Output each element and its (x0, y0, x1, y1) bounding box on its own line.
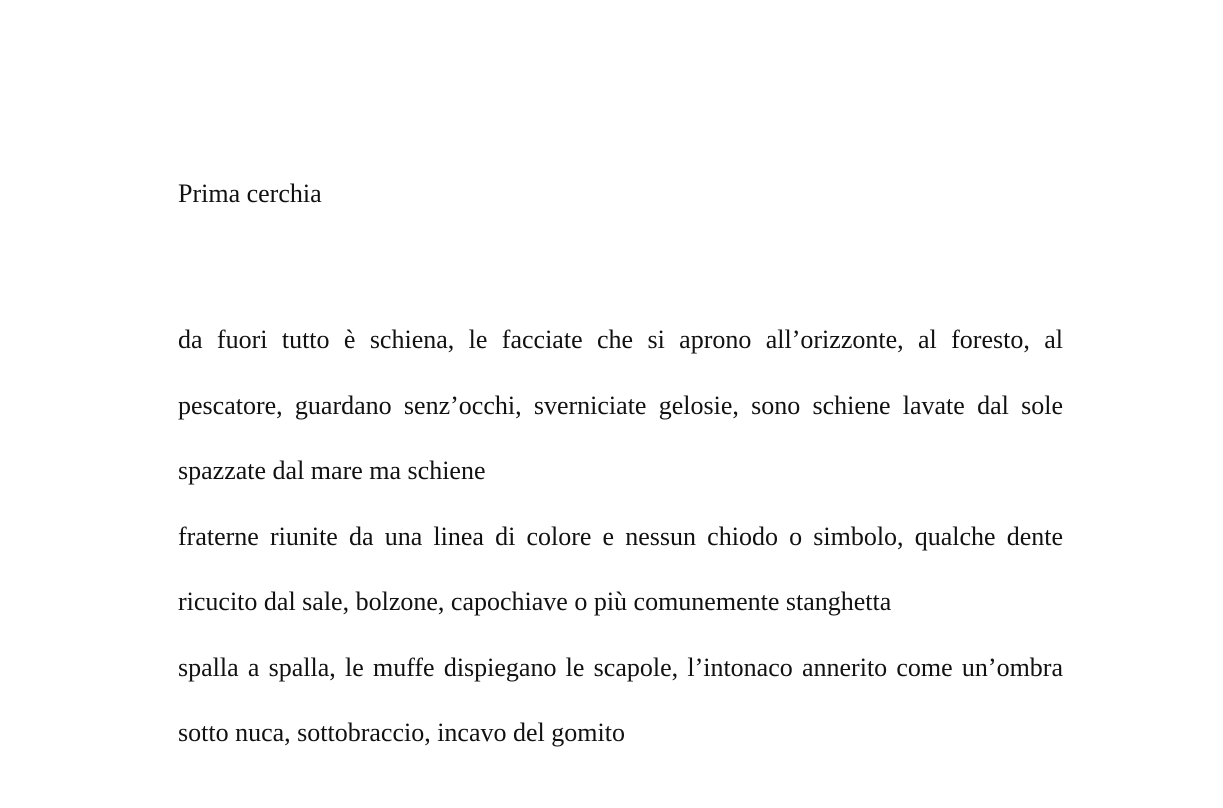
poem-title: Prima cerchia (178, 179, 322, 208)
poem-body (178, 307, 1063, 766)
stanza-1: da fuori tutto è schiena, le facciate che si aprono all’orizzonte, al foresto, al pescatore, guardano senz’occhi, sverniciate gelosie, sono schiene lavate dal sole spazzate dal mare ma schiene (178, 325, 1063, 485)
stanza-3: spalla a spalla, le muffe dispiegano le scapole, l’intonaco annerito come un’ombra sotto nuca, sottobraccio, incavo del gomito (178, 652, 1063, 747)
stanza-2: fraterne riunite da una linea di colore e nessun chiodo o simbolo, qualche dente ricucito dal sale, bolzone, capochiave o più comunemente stanghetta (178, 521, 1063, 616)
